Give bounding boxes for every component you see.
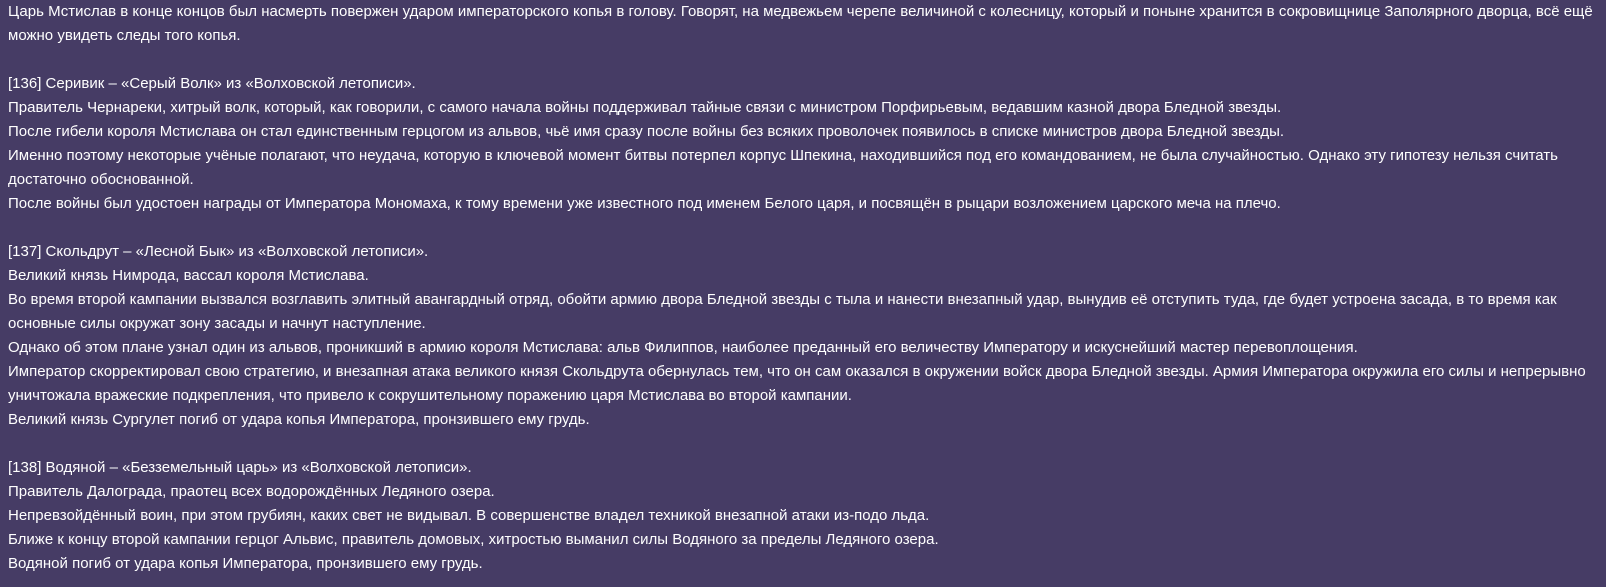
section-gap bbox=[8, 432, 1598, 456]
intro-section bbox=[8, 0, 1598, 48]
entry-line: Водяной погиб от удара копья Императора, пронзившего ему грудь. bbox=[8, 555, 483, 572]
entry-heading: [136] Серивик – «Серый Волк» из «Волховской летописи». bbox=[8, 75, 416, 92]
entry-138 bbox=[8, 456, 1598, 576]
entry-line: Великий князь Сургулет погиб от удара копья Императора, пронзившего ему грудь. bbox=[8, 411, 590, 428]
intro-paragraph: Царь Мстислав в конце концов был насмерть повержен ударом императорского копья в голову. Говорят, на медвежьем черепе величиной с колесницу, который и поныне хранится в сокровищнице Заполярного дворца, всё ещё можно увидеть следы того копья. bbox=[8, 3, 1593, 44]
entry-line: Правитель Далограда, праотец всех водорождённых Ледяного озера. bbox=[8, 483, 495, 500]
entry-heading: [138] Водяной – «Безземельный царь» из «Волховской летописи». bbox=[8, 459, 472, 476]
entry-136 bbox=[8, 72, 1598, 216]
entry-line: Во время второй кампании вызвался возглавить элитный авангардный отряд, обойти армию двора Бледной звезды с тыла и нанести внезапный удар, вынудив её отступить туда, где будет устроена засада, в то время как основные силы окружат зону засады и начнут наступление. bbox=[8, 291, 1557, 332]
entry-line: Непревзойдённый воин, при этом грубиян, каких свет не видывал. В совершенстве владел техникой внезапной атаки из-подо льда. bbox=[8, 507, 930, 524]
entry-line: После гибели короля Мстислава он стал единственным герцогом из альвов, чьё имя сразу после войны без всяких проволочек появилось в списке министров двора Бледной звезды. bbox=[8, 123, 1285, 140]
entry-line: Император скорректировал свою стратегию, и внезапная атака великого князя Скольдрута обернулась тем, что он сам оказался в окружении войск двора Бледной звезды. Армия Императора окружила его силы и непрерывно уничтожала вражеские подкрепления, что привело к сокрушительному поражению царя Мстислава во второй кампании. bbox=[8, 363, 1586, 404]
entry-line: Ближе к концу второй кампании герцог Альвис, правитель домовых, хитростью выманил силы Водяного за пределы Ледяного озера. bbox=[8, 531, 939, 548]
entry-line: После войны был удостоен награды от Императора Мономаха, к тому времени уже известного под именем Белого царя, и посвящён в рыцари возложением царского меча на плечо. bbox=[8, 195, 1281, 212]
section-gap bbox=[8, 48, 1598, 72]
entry-137 bbox=[8, 240, 1598, 432]
entry-line: Великий князь Нимрода, вассал короля Мстислава. bbox=[8, 267, 369, 284]
entry-line: Однако об этом плане узнал один из альвов, проникший в армию короля Мстислава: альв Филиппов, наиболее преданный его величеству Императору и искуснейший мастер перевоплощения. bbox=[8, 339, 1358, 356]
entry-line: Правитель Чернареки, хитрый волк, который, как говорили, с самого начала войны поддерживал тайные связи с министром Порфирьевым, ведавшим казной двора Бледной звезды. bbox=[8, 99, 1282, 116]
entry-line: Именно поэтому некоторые учёные полагают, что неудача, которую в ключевой момент битвы потерпел корпус Шпекина, находившийся под его командованием, не была случайностью. Однако эту гипотезу нельзя считать достаточно обоснованной. bbox=[8, 147, 1558, 188]
entry-heading: [137] Скольдрут – «Лесной Бык» из «Волховской летописи». bbox=[8, 243, 429, 260]
section-gap bbox=[8, 216, 1598, 240]
